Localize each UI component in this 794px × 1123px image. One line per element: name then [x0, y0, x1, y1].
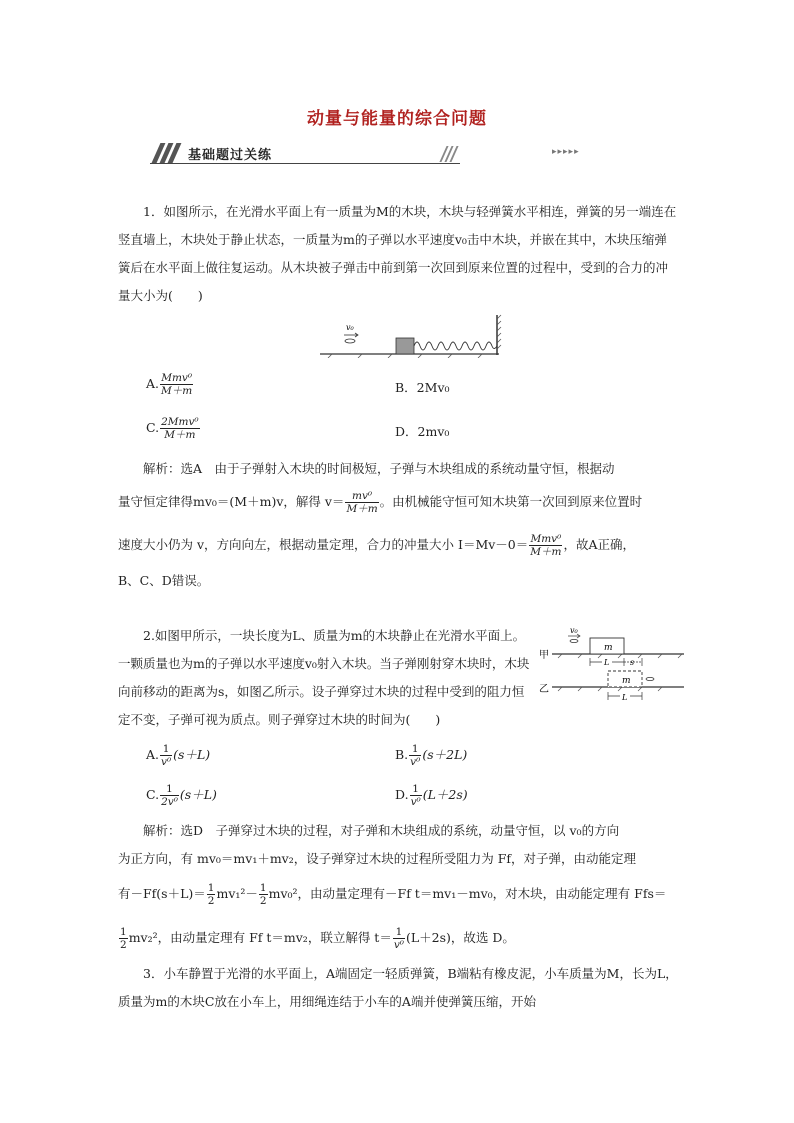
q2-figure: [538, 624, 686, 704]
svg-text:v₀: v₀: [570, 626, 578, 635]
q2-option-d[interactable]: D. $\frac{1}{\text{v⁰}}$ (L＋2s): [395, 783, 468, 808]
banner-arrows: ▸▸▸▸▸: [552, 147, 580, 157]
svg-text:m: m: [604, 643, 613, 653]
banner-stripes: [150, 143, 184, 163]
q2-solution-line2: 为正方向，有 mv₀＝mv₁＋mv₂，设子弹穿过木块的过程所受阻力为 Ff，对子弹，由动能定理: [118, 851, 637, 866]
section-title: 基础题过关练: [188, 148, 273, 163]
bullet: [345, 339, 355, 343]
q2-option-c[interactable]: C. $\frac{1}{\text{2v⁰}}$ (s＋L): [146, 783, 217, 808]
spring: [414, 342, 497, 350]
q2-solution-line3: 有－Ff(s＋L)＝ $\frac{1}{2}$ mv₁²－ $\frac{1}{2}$ mv₀²，由动量定理有－Ff t＝mv₁－mv₀，对木块，由动能定理有 Ffs＝: [118, 882, 667, 907]
section-banner: [150, 142, 580, 166]
page-title: 动量与能量的综合问题: [307, 109, 487, 129]
q1-solution-line1: 解析：选A 由于子弹射入木块的时间极短，子弹与木块组成的系统动量守恒，根据动: [143, 461, 615, 476]
banner-underline: [150, 163, 460, 164]
q2-option-b[interactable]: B. $\frac{1}{\text{v⁰}}$ (s＋2L): [395, 743, 468, 768]
banner-hatch: [440, 146, 458, 162]
wood-block: [396, 338, 414, 354]
q1-figure: [318, 313, 503, 358]
svg-text:m: m: [622, 676, 631, 686]
svg-text:L: L: [604, 658, 610, 667]
fig-label-jia: 甲: [539, 650, 549, 661]
q1-option-a[interactable]: A. $\frac{\text{Mmv⁰}}{M+m}$: [146, 372, 193, 397]
q3-stem: 3．小车静置于光滑的水平面上，A端固定一轻质弹簧，B端粘有橡皮泥，小车质量为M，长为L，质量为m的木块C放在小车上，用细绳连结于小车的A端并使弹簧压缩，开始: [118, 966, 678, 1009]
svg-text:s: s: [630, 658, 635, 667]
q1-option-b[interactable]: B．2Mv₀: [395, 380, 450, 395]
q2-stem: 2.如图甲所示，一块长度为L、质量为m的木块静止在光滑水平面上。一颗质量也为m的子弹以水平速度v₀射入木块。当子弹刚射穿木块时，木块向前移动的距离为s，如图乙所示。设子弹穿过木块的过程中受到的阻力恒定不变，子弹可视为质点。则子弹穿过木块的时间为( ): [118, 628, 530, 727]
q1-solution-line2: 量守恒定律得mv₀＝(M＋m)v，解得 v＝ $\frac{\text{mv⁰}}{M+m}$ 。由机械能守恒可知木块第一次回到原来位置时: [118, 490, 643, 515]
q1-stem: 1．如图所示，在光滑水平面上有一质量为M的木块，木块与轻弹簧水平相连，弹簧的另一端连在竖直墙上，木块处于静止状态，一质量为m的子弹以水平速度v₀击中木块，并嵌在其中，木块压缩弹簧后在水平面上做往复运动。从木块被子弹击中前到第一次回到原来位置的过程中，受到的合力的冲量大小为( ): [118, 204, 677, 303]
svg-text:L: L: [622, 693, 628, 702]
q1-option-c[interactable]: C. $\frac{\text{2Mmv⁰}}{M+m}$: [146, 416, 199, 441]
q1-solution-line3: 速度大小仍为 v，方向向左，根据动量定理，合力的冲量大小 I＝Mv－0＝ $\frac{\text{Mmv⁰}}{M+m}$ ，故A正确，: [118, 533, 636, 558]
q2-option-a[interactable]: A. $\frac{1}{\text{v⁰}}$ (s＋L): [146, 743, 211, 768]
fig-v0-label: v₀: [346, 323, 354, 332]
q2-solution-line4: $\frac{1}{2}$ mv₂²，由动量定理有 Ff t＝mv₂，联立解得 t＝ $\frac{1}{\text{v⁰}}$ (L＋2s)，故选 D。: [120, 926, 515, 951]
fig-label-yi: 乙: [539, 684, 549, 695]
q1-option-d[interactable]: D．2mv₀: [395, 424, 450, 439]
q2-solution-line1: 解析：选D 子弹穿过木块的过程，对子弹和木块组成的系统，动量守恒，以 v₀的方向: [143, 823, 620, 838]
q1-solution-line4: B、C、D错误。: [118, 573, 210, 588]
